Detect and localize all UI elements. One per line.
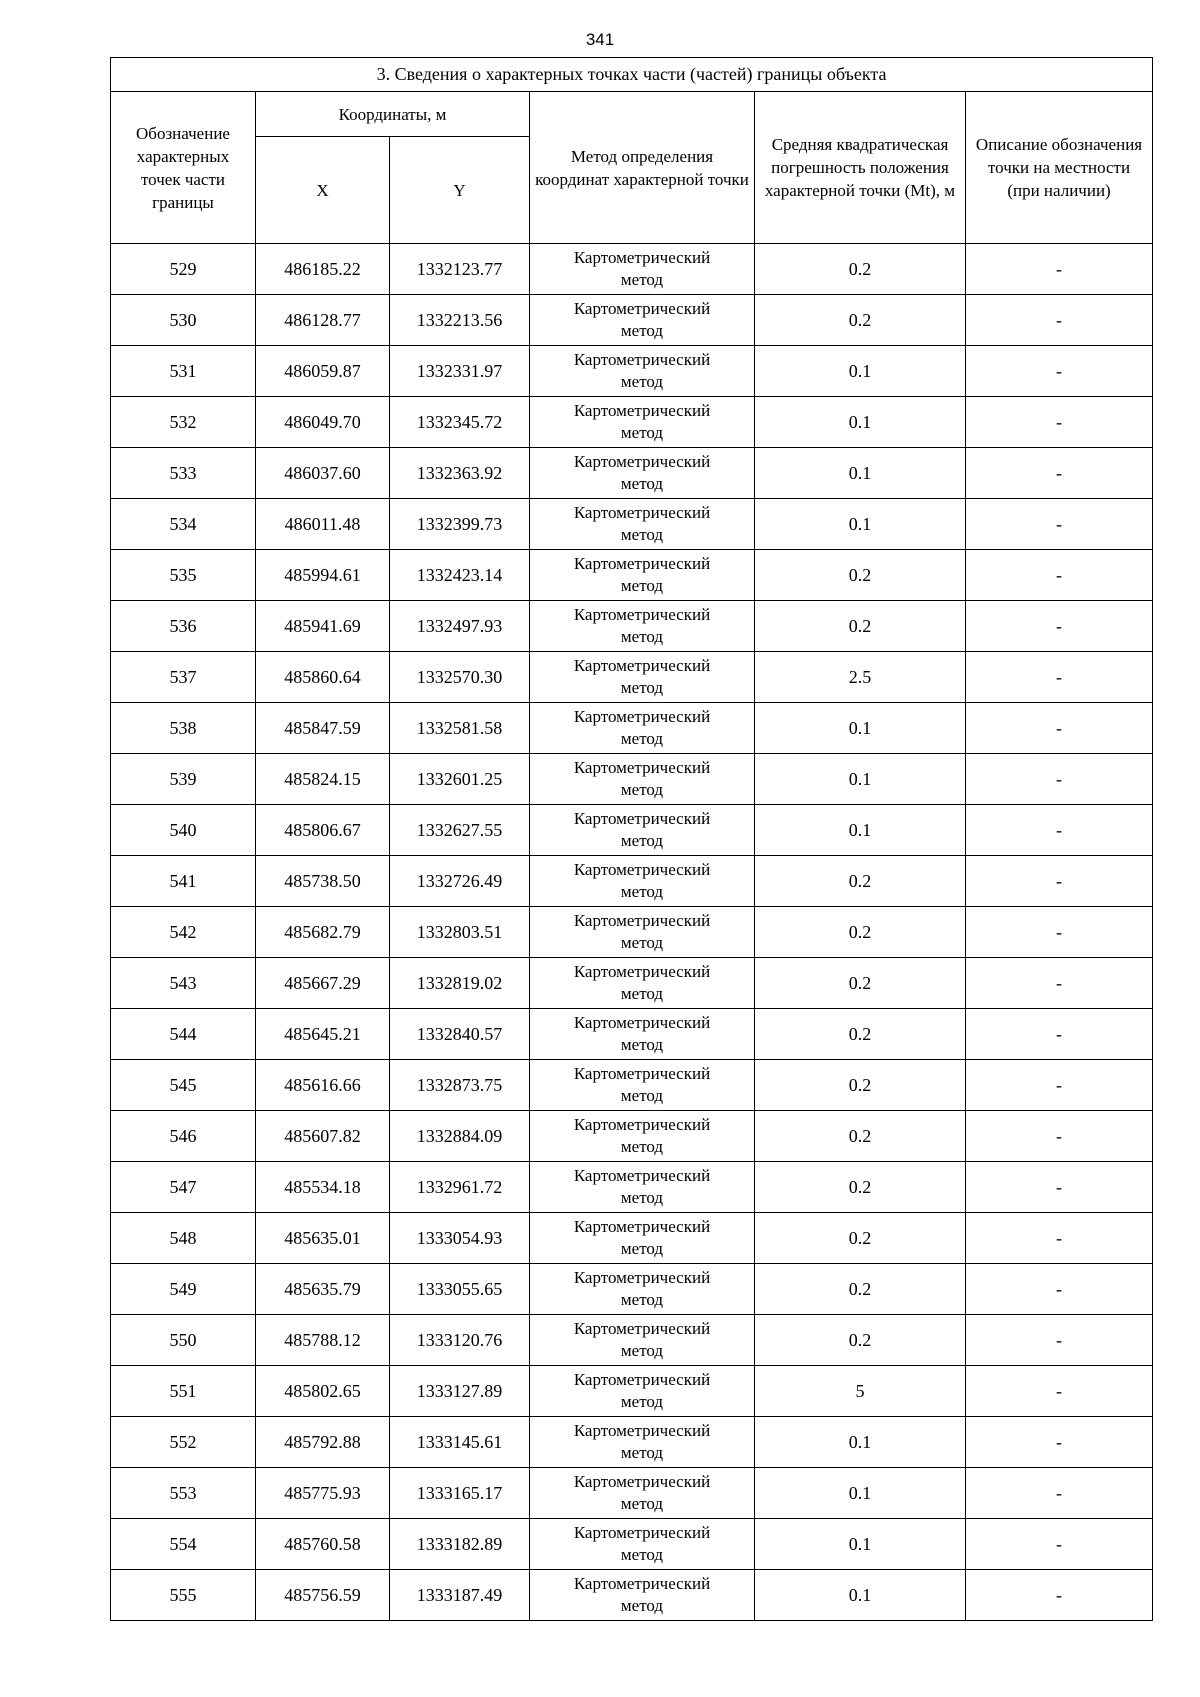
y-coordinate-cell: 1332581.58	[390, 703, 530, 754]
method-line-1: Картометрический	[573, 1574, 711, 1593]
description-cell: -	[966, 448, 1153, 499]
method-cell	[530, 1468, 755, 1519]
description-cell: -	[966, 1570, 1153, 1621]
mean-error-cell: 0.1	[755, 1468, 966, 1519]
method-line-2: метод	[620, 1443, 664, 1462]
method-cell	[530, 346, 755, 397]
x-coordinate-cell: 486128.77	[256, 295, 390, 346]
point-id-cell: 535	[111, 550, 256, 601]
mean-error-cell: 0.1	[755, 754, 966, 805]
table-row	[111, 1570, 1153, 1621]
method-cell	[530, 958, 755, 1009]
table-body	[111, 244, 1153, 1621]
table-row	[111, 1315, 1153, 1366]
x-coordinate-cell: 486185.22	[256, 244, 390, 295]
y-coordinate-cell: 1332726.49	[390, 856, 530, 907]
method-cell	[530, 1213, 755, 1264]
y-coordinate-cell: 1332601.25	[390, 754, 530, 805]
description-cell: -	[966, 1009, 1153, 1060]
method-line-2: метод	[620, 423, 664, 442]
method-line-1: Картометрический	[573, 1166, 711, 1185]
x-coordinate-cell: 486011.48	[256, 499, 390, 550]
x-coordinate-cell: 485788.12	[256, 1315, 390, 1366]
method-line-2: метод	[620, 1188, 664, 1207]
point-id-cell: 533	[111, 448, 256, 499]
method-cell	[530, 244, 755, 295]
x-coordinate-cell: 485667.29	[256, 958, 390, 1009]
y-coordinate-cell: 1333145.61	[390, 1417, 530, 1468]
table-row	[111, 397, 1153, 448]
point-id-cell: 532	[111, 397, 256, 448]
x-coordinate-cell: 485941.69	[256, 601, 390, 652]
method-line-1: Картометрический	[573, 1421, 711, 1440]
table-row	[111, 1264, 1153, 1315]
method-line-2: метод	[620, 729, 664, 748]
method-cell	[530, 1570, 755, 1621]
point-id-cell: 555	[111, 1570, 256, 1621]
method-cell	[530, 1111, 755, 1162]
description-cell: -	[966, 499, 1153, 550]
point-id-cell: 539	[111, 754, 256, 805]
mean-error-cell: 0.2	[755, 550, 966, 601]
y-coordinate-cell: 1333127.89	[390, 1366, 530, 1417]
method-line-2: метод	[620, 882, 664, 901]
method-line-1: Картометрический	[573, 503, 711, 522]
x-coordinate-cell: 486037.60	[256, 448, 390, 499]
method-line-1: Картометрический	[573, 962, 711, 981]
method-cell	[530, 856, 755, 907]
point-id-cell: 530	[111, 295, 256, 346]
mean-error-cell: 0.1	[755, 805, 966, 856]
method-line-2: метод	[620, 1341, 664, 1360]
method-cell	[530, 652, 755, 703]
description-cell: -	[966, 244, 1153, 295]
mean-error-cell: 0.1	[755, 499, 966, 550]
method-line-2: метод	[620, 321, 664, 340]
characteristic-points-table	[110, 57, 1153, 1621]
table-row	[111, 805, 1153, 856]
x-coordinate-cell: 485738.50	[256, 856, 390, 907]
method-line-2: метод	[620, 1290, 664, 1309]
description-cell: -	[966, 550, 1153, 601]
method-line-2: метод	[620, 984, 664, 1003]
method-cell	[530, 1519, 755, 1570]
y-coordinate-cell: 1332363.92	[390, 448, 530, 499]
mean-error-cell: 0.2	[755, 244, 966, 295]
point-id-cell: 543	[111, 958, 256, 1009]
method-line-1: Картометрический	[573, 1013, 711, 1032]
y-coordinate-cell: 1332399.73	[390, 499, 530, 550]
mean-error-cell: 0.1	[755, 346, 966, 397]
description-cell: -	[966, 958, 1153, 1009]
method-cell	[530, 805, 755, 856]
method-line-2: метод	[620, 1545, 664, 1564]
mean-error-cell: 0.2	[755, 856, 966, 907]
method-line-1: Картометрический	[573, 554, 711, 573]
method-line-2: метод	[620, 1392, 664, 1411]
point-id-cell: 547	[111, 1162, 256, 1213]
x-coordinate-cell: 485534.18	[256, 1162, 390, 1213]
method-line-2: метод	[620, 1494, 664, 1513]
method-line-1: Картометрический	[573, 1319, 711, 1338]
point-id-cell: 546	[111, 1111, 256, 1162]
mean-error-cell: 0.1	[755, 448, 966, 499]
description-cell: -	[966, 856, 1153, 907]
mean-error-cell: 5	[755, 1366, 966, 1417]
mean-error-cell: 0.1	[755, 1519, 966, 1570]
header-mean-error: Средняя квадратическая погрешность положения характерной точки (Mt), м	[755, 92, 966, 244]
point-id-cell: 534	[111, 499, 256, 550]
mean-error-cell: 0.2	[755, 1264, 966, 1315]
table-row	[111, 1213, 1153, 1264]
y-coordinate-cell: 1332497.93	[390, 601, 530, 652]
description-cell: -	[966, 652, 1153, 703]
description-cell: -	[966, 1162, 1153, 1213]
y-coordinate-cell: 1332873.75	[390, 1060, 530, 1111]
y-coordinate-cell: 1332840.57	[390, 1009, 530, 1060]
x-coordinate-cell: 485760.58	[256, 1519, 390, 1570]
y-coordinate-cell: 1333187.49	[390, 1570, 530, 1621]
point-id-cell: 548	[111, 1213, 256, 1264]
x-coordinate-cell: 485635.79	[256, 1264, 390, 1315]
description-cell: -	[966, 1468, 1153, 1519]
mean-error-cell: 0.2	[755, 1162, 966, 1213]
method-line-2: метод	[620, 372, 664, 391]
y-coordinate-cell: 1332345.72	[390, 397, 530, 448]
table-row	[111, 499, 1153, 550]
mean-error-cell: 0.1	[755, 703, 966, 754]
x-coordinate-cell: 486049.70	[256, 397, 390, 448]
mean-error-cell: 0.2	[755, 295, 966, 346]
method-line-1: Картометрический	[573, 656, 711, 675]
description-cell: -	[966, 1111, 1153, 1162]
method-cell	[530, 1264, 755, 1315]
table-title: 3. Сведения о характерных точках части (частей) границы объекта	[111, 58, 1153, 92]
y-coordinate-cell: 1332819.02	[390, 958, 530, 1009]
x-coordinate-cell: 485607.82	[256, 1111, 390, 1162]
y-coordinate-cell: 1332331.97	[390, 346, 530, 397]
table-row	[111, 1060, 1153, 1111]
method-line-1: Картометрический	[573, 1217, 711, 1236]
mean-error-cell: 0.2	[755, 1111, 966, 1162]
header-description: Описание обозначения точки на местности (при наличии)	[966, 92, 1153, 244]
x-coordinate-cell: 485635.01	[256, 1213, 390, 1264]
point-id-cell: 531	[111, 346, 256, 397]
table-row	[111, 1111, 1153, 1162]
mean-error-cell: 0.2	[755, 601, 966, 652]
point-id-cell: 529	[111, 244, 256, 295]
point-id-cell: 554	[111, 1519, 256, 1570]
point-id-cell: 550	[111, 1315, 256, 1366]
mean-error-cell: 0.2	[755, 1315, 966, 1366]
page-number: 341	[585, 30, 615, 49]
point-id-cell: 553	[111, 1468, 256, 1519]
x-coordinate-cell: 485645.21	[256, 1009, 390, 1060]
table-row	[111, 1417, 1153, 1468]
y-coordinate-cell: 1333055.65	[390, 1264, 530, 1315]
y-coordinate-cell: 1332627.55	[390, 805, 530, 856]
mean-error-cell: 0.2	[755, 1009, 966, 1060]
method-line-2: метод	[620, 780, 664, 799]
method-cell	[530, 448, 755, 499]
method-cell	[530, 754, 755, 805]
point-id-cell: 538	[111, 703, 256, 754]
table-row	[111, 244, 1153, 295]
x-coordinate-cell: 485775.93	[256, 1468, 390, 1519]
point-id-cell: 541	[111, 856, 256, 907]
method-cell	[530, 703, 755, 754]
method-line-1: Картометрический	[573, 452, 711, 471]
point-id-cell: 540	[111, 805, 256, 856]
method-line-2: метод	[620, 933, 664, 952]
method-line-2: метод	[620, 831, 664, 850]
method-line-1: Картометрический	[573, 350, 711, 369]
method-line-2: метод	[620, 525, 664, 544]
description-cell: -	[966, 397, 1153, 448]
header-x: X	[256, 137, 390, 244]
mean-error-cell: 0.1	[755, 397, 966, 448]
x-coordinate-cell: 485756.59	[256, 1570, 390, 1621]
method-line-2: метод	[620, 270, 664, 289]
point-id-cell: 552	[111, 1417, 256, 1468]
table-row	[111, 1162, 1153, 1213]
mean-error-cell: 0.2	[755, 907, 966, 958]
description-cell: -	[966, 1366, 1153, 1417]
method-cell	[530, 397, 755, 448]
method-line-1: Картометрический	[573, 758, 711, 777]
x-coordinate-cell: 485802.65	[256, 1366, 390, 1417]
mean-error-cell: 0.1	[755, 1417, 966, 1468]
table-row	[111, 703, 1153, 754]
header-method: Метод определения координат характерной точки	[530, 92, 755, 244]
method-line-2: метод	[620, 1035, 664, 1054]
method-line-1: Картометрический	[573, 248, 711, 267]
y-coordinate-cell: 1333054.93	[390, 1213, 530, 1264]
table-row	[111, 448, 1153, 499]
description-cell: -	[966, 907, 1153, 958]
description-cell: -	[966, 703, 1153, 754]
y-coordinate-cell: 1332123.77	[390, 244, 530, 295]
method-line-1: Картометрический	[573, 299, 711, 318]
point-id-cell: 549	[111, 1264, 256, 1315]
table-row	[111, 346, 1153, 397]
y-coordinate-cell: 1333182.89	[390, 1519, 530, 1570]
table-row	[111, 550, 1153, 601]
method-cell	[530, 1162, 755, 1213]
description-cell: -	[966, 1060, 1153, 1111]
description-cell: -	[966, 1519, 1153, 1570]
method-line-2: метод	[620, 627, 664, 646]
description-cell: -	[966, 1213, 1153, 1264]
x-coordinate-cell: 485994.61	[256, 550, 390, 601]
y-coordinate-cell: 1333165.17	[390, 1468, 530, 1519]
x-coordinate-cell: 485616.66	[256, 1060, 390, 1111]
description-cell: -	[966, 1264, 1153, 1315]
point-id-cell: 542	[111, 907, 256, 958]
table-row	[111, 1009, 1153, 1060]
method-line-1: Картометрический	[573, 401, 711, 420]
x-coordinate-cell: 485847.59	[256, 703, 390, 754]
x-coordinate-cell: 485860.64	[256, 652, 390, 703]
method-line-1: Картометрический	[573, 605, 711, 624]
method-line-2: метод	[620, 1596, 664, 1615]
table-row	[111, 652, 1153, 703]
method-cell	[530, 1009, 755, 1060]
method-cell	[530, 1060, 755, 1111]
table-row	[111, 958, 1153, 1009]
method-cell	[530, 1417, 755, 1468]
mean-error-cell: 0.2	[755, 1060, 966, 1111]
point-id-cell: 545	[111, 1060, 256, 1111]
description-cell: -	[966, 295, 1153, 346]
method-line-1: Картометрический	[573, 1523, 711, 1542]
table-row	[111, 1519, 1153, 1570]
method-line-1: Картометрический	[573, 1064, 711, 1083]
method-line-1: Картометрический	[573, 860, 711, 879]
table-row	[111, 601, 1153, 652]
method-line-1: Картометрический	[573, 1472, 711, 1491]
y-coordinate-cell: 1332423.14	[390, 550, 530, 601]
y-coordinate-cell: 1332961.72	[390, 1162, 530, 1213]
header-coordinates: Координаты, м	[256, 92, 530, 137]
table-row	[111, 754, 1153, 805]
description-cell: -	[966, 601, 1153, 652]
y-coordinate-cell: 1332884.09	[390, 1111, 530, 1162]
mean-error-cell: 0.2	[755, 958, 966, 1009]
description-cell: -	[966, 1315, 1153, 1366]
table-row	[111, 295, 1153, 346]
method-line-2: метод	[620, 1239, 664, 1258]
table-row	[111, 1366, 1153, 1417]
method-line-1: Картометрический	[573, 1370, 711, 1389]
method-cell	[530, 1366, 755, 1417]
x-coordinate-cell: 485792.88	[256, 1417, 390, 1468]
point-id-cell: 536	[111, 601, 256, 652]
method-line-1: Картометрический	[573, 1115, 711, 1134]
table-row	[111, 856, 1153, 907]
method-cell	[530, 601, 755, 652]
y-coordinate-cell: 1333120.76	[390, 1315, 530, 1366]
description-cell: -	[966, 754, 1153, 805]
description-cell: -	[966, 805, 1153, 856]
header-y: Y	[390, 137, 530, 244]
method-line-1: Картометрический	[573, 707, 711, 726]
description-cell: -	[966, 1417, 1153, 1468]
method-line-2: метод	[620, 576, 664, 595]
method-line-2: метод	[620, 474, 664, 493]
table-row	[111, 1468, 1153, 1519]
x-coordinate-cell: 486059.87	[256, 346, 390, 397]
mean-error-cell: 0.1	[755, 1570, 966, 1621]
method-line-2: метод	[620, 1137, 664, 1156]
y-coordinate-cell: 1332213.56	[390, 295, 530, 346]
method-line-1: Картометрический	[573, 1268, 711, 1287]
method-line-1: Картометрический	[573, 809, 711, 828]
method-cell	[530, 295, 755, 346]
y-coordinate-cell: 1332570.30	[390, 652, 530, 703]
method-line-2: метод	[620, 1086, 664, 1105]
method-cell	[530, 907, 755, 958]
point-id-cell: 544	[111, 1009, 256, 1060]
method-cell	[530, 550, 755, 601]
point-id-cell: 551	[111, 1366, 256, 1417]
mean-error-cell: 0.2	[755, 1213, 966, 1264]
method-line-1: Картометрический	[573, 911, 711, 930]
mean-error-cell: 2.5	[755, 652, 966, 703]
header-designation: Обозначение характерных точек части границы	[111, 92, 256, 244]
description-cell: -	[966, 346, 1153, 397]
method-line-2: метод	[620, 678, 664, 697]
method-cell	[530, 499, 755, 550]
table-row	[111, 907, 1153, 958]
y-coordinate-cell: 1332803.51	[390, 907, 530, 958]
x-coordinate-cell: 485824.15	[256, 754, 390, 805]
point-id-cell: 537	[111, 652, 256, 703]
x-coordinate-cell: 485682.79	[256, 907, 390, 958]
x-coordinate-cell: 485806.67	[256, 805, 390, 856]
method-cell	[530, 1315, 755, 1366]
